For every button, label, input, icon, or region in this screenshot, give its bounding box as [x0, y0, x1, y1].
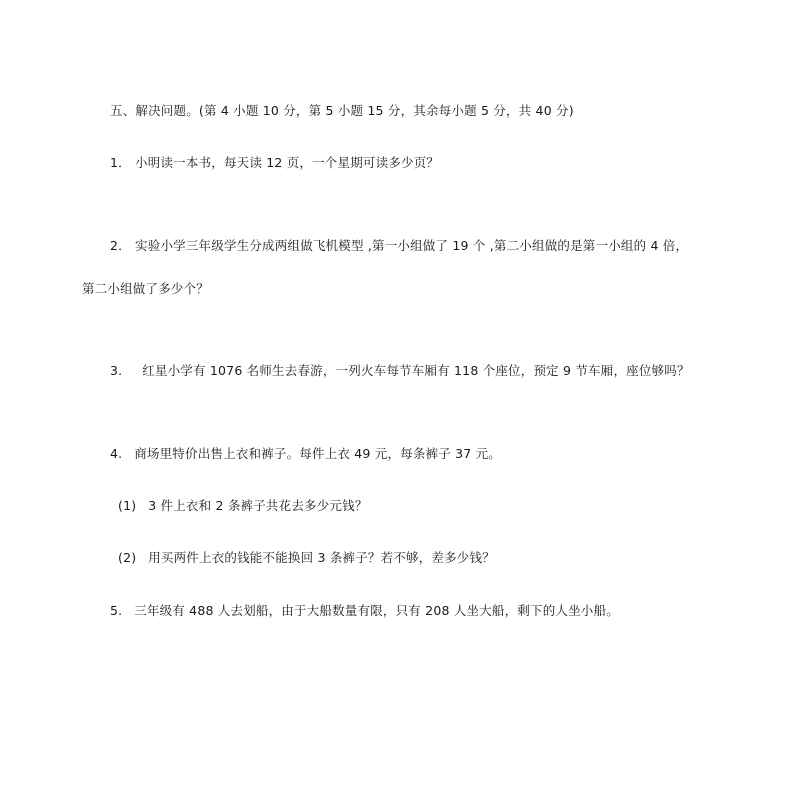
subquestion-label: (1) — [118, 498, 137, 513]
question-4-sub-2 — [118, 549, 495, 567]
section-heading-text: 五、解决问题。(第 4 小题 10 分，第 5 小题 15 分，其余每小题 5 分，共 40 分) — [110, 103, 574, 118]
question-2-continuation — [82, 280, 209, 298]
question-text: 三年级有 488 人去划船，由于大船数量有限，只有 208 人坐大船，剩下的人坐小船。 — [134, 603, 619, 618]
question-text: 实验小学三年级学生分成两组做飞机模型 ,第一小组做了 19 个 ,第二小组做的是第一小组的 4 倍， — [135, 238, 689, 253]
subquestion-text: 用买两件上衣的钱能不能换回 3 条裤子？若不够，差多少钱？ — [148, 550, 495, 565]
question-2 — [110, 237, 688, 255]
question-text: 红星小学有 1076 名师生去春游，一列火车每节车厢有 118 个座位，预定 9 节车厢，座位够吗？ — [142, 363, 690, 378]
question-number: 1． — [110, 155, 131, 170]
question-3 — [110, 362, 690, 380]
question-text: 商场里特价出售上衣和裤子。每件上衣 49 元，每条裤子 37 元。 — [134, 446, 501, 461]
question-text: 小明读一本书，每天读 12 页，一个星期可读多少页？ — [135, 155, 440, 170]
question-4-sub-1 — [118, 497, 368, 515]
question-number: 3. — [110, 363, 123, 378]
subquestion-label: (2) — [118, 550, 137, 565]
question-text: 第二小组做了多少个？ — [82, 281, 210, 296]
question-4 — [110, 445, 501, 463]
section-heading — [110, 102, 574, 120]
question-number: 5. — [110, 603, 123, 618]
subquestion-text: 3 件上衣和 2 条裤子共花去多少元钱？ — [148, 498, 368, 513]
question-1 — [110, 154, 439, 172]
question-number: 4. — [110, 446, 123, 461]
question-5 — [110, 602, 619, 620]
question-number: 2． — [110, 238, 131, 253]
